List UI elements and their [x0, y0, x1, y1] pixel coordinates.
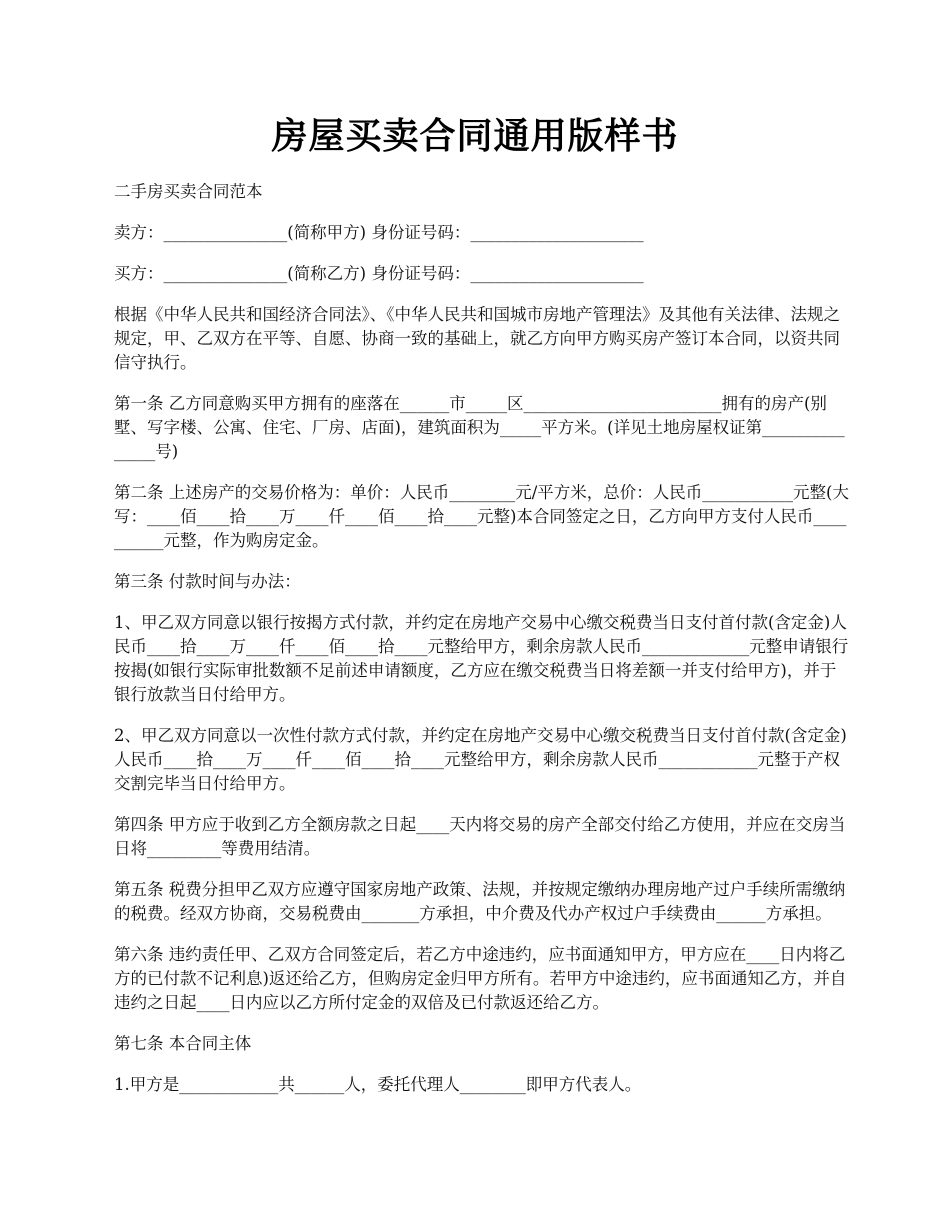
article-6: 第六条 违约责任甲、乙双方合同签定后，若乙方中途违约，应书面通知甲方，甲方应在____日内将乙方的已付款不记利息)返还给乙方，但购房定金归甲方所有。若甲方中途违约，应书面通知乙方，并自违约之日起____日内应以乙方所付定金的双倍及已付款返还给乙方。 — [114, 945, 847, 1012]
document-title: 房屋买卖合同通用版样书 — [271, 115, 679, 157]
subtitle-paragraph: 二手房买卖合同范本 — [114, 182, 263, 201]
preamble-paragraph: 根据《中华人民共和国经济合同法》、《中华人民共和国城市房地产管理法》及其他有关法律、法规之规定，甲、乙双方在平等、自愿、协商一致的基础上，就乙方向甲方购买房产签订本合同，以资共同信守执行。 — [114, 305, 840, 372]
seller-line: 卖方：_______________(简称甲方) 身份证号码：_____________________ — [114, 223, 644, 242]
article-5: 第五条 税费分担甲乙双方应遵守国家房地产政策、法规，并按规定缴纳办理房地产过户手续所需缴纳的税费。经双方协商，交易税费由_______方承担，中介费及代办产权过户手续费由______方承担。 — [114, 880, 846, 923]
buyer-line: 买方：_______________(简称乙方) 身份证号码：_____________________ — [114, 264, 644, 283]
document-body — [114, 180, 850, 1114]
article-7-heading: 第七条 本合同主体 — [114, 1034, 252, 1053]
article-2: 第二条 上述房产的交易价格为：单价：人民币________元/平方米，总价：人民币___________元整(大写：____佰____拾____万____仟____佰____拾____元整)本合同签定之日，乙方向甲方支付人民币__________元整，作为购房定金。 — [114, 483, 849, 550]
article-7-item-1: 1.甲方是____________共______人，委托代理人________即甲方代表人。 — [114, 1075, 642, 1094]
article-1: 第一条 乙方同意购买甲方拥有的座落在______市_____区________________________拥有的房产(别墅、写字楼、公寓、住宅、厂房、店面)，建筑面积为_____平方米。(详见土地房屋权证第_______________号) — [114, 394, 845, 461]
article-4: 第四条 甲方应于收到乙方全额房款之日起____天内将交易的房产全部交付给乙方使用，并应在交房当日将_________等费用结清。 — [114, 815, 846, 858]
article-3-item-2: 2、甲乙双方同意以一次性付款方式付款，并约定在房地产交易中心缴交税费当日支付首付款(含定金)人民币____拾____万____仟____佰____拾____元整给甲方，剩余房款人民币____________元整于产权交割完毕当日付给甲方。 — [114, 726, 847, 793]
article-3-item-1: 1、甲乙双方同意以银行按揭方式付款，并约定在房地产交易中心缴交税费当日支付首付款(含定金)人民币____拾____万____仟____佰____拾____元整给甲方，剩余房款人民币_____________元整申请银行按揭(如银行实际审批数额不足前述申请额度，乙方应在缴交税费当日将差额一并支付给甲方)，并于银行放款当日付给甲方。 — [114, 613, 849, 704]
article-3-heading: 第三条 付款时间与办法： — [114, 572, 301, 591]
